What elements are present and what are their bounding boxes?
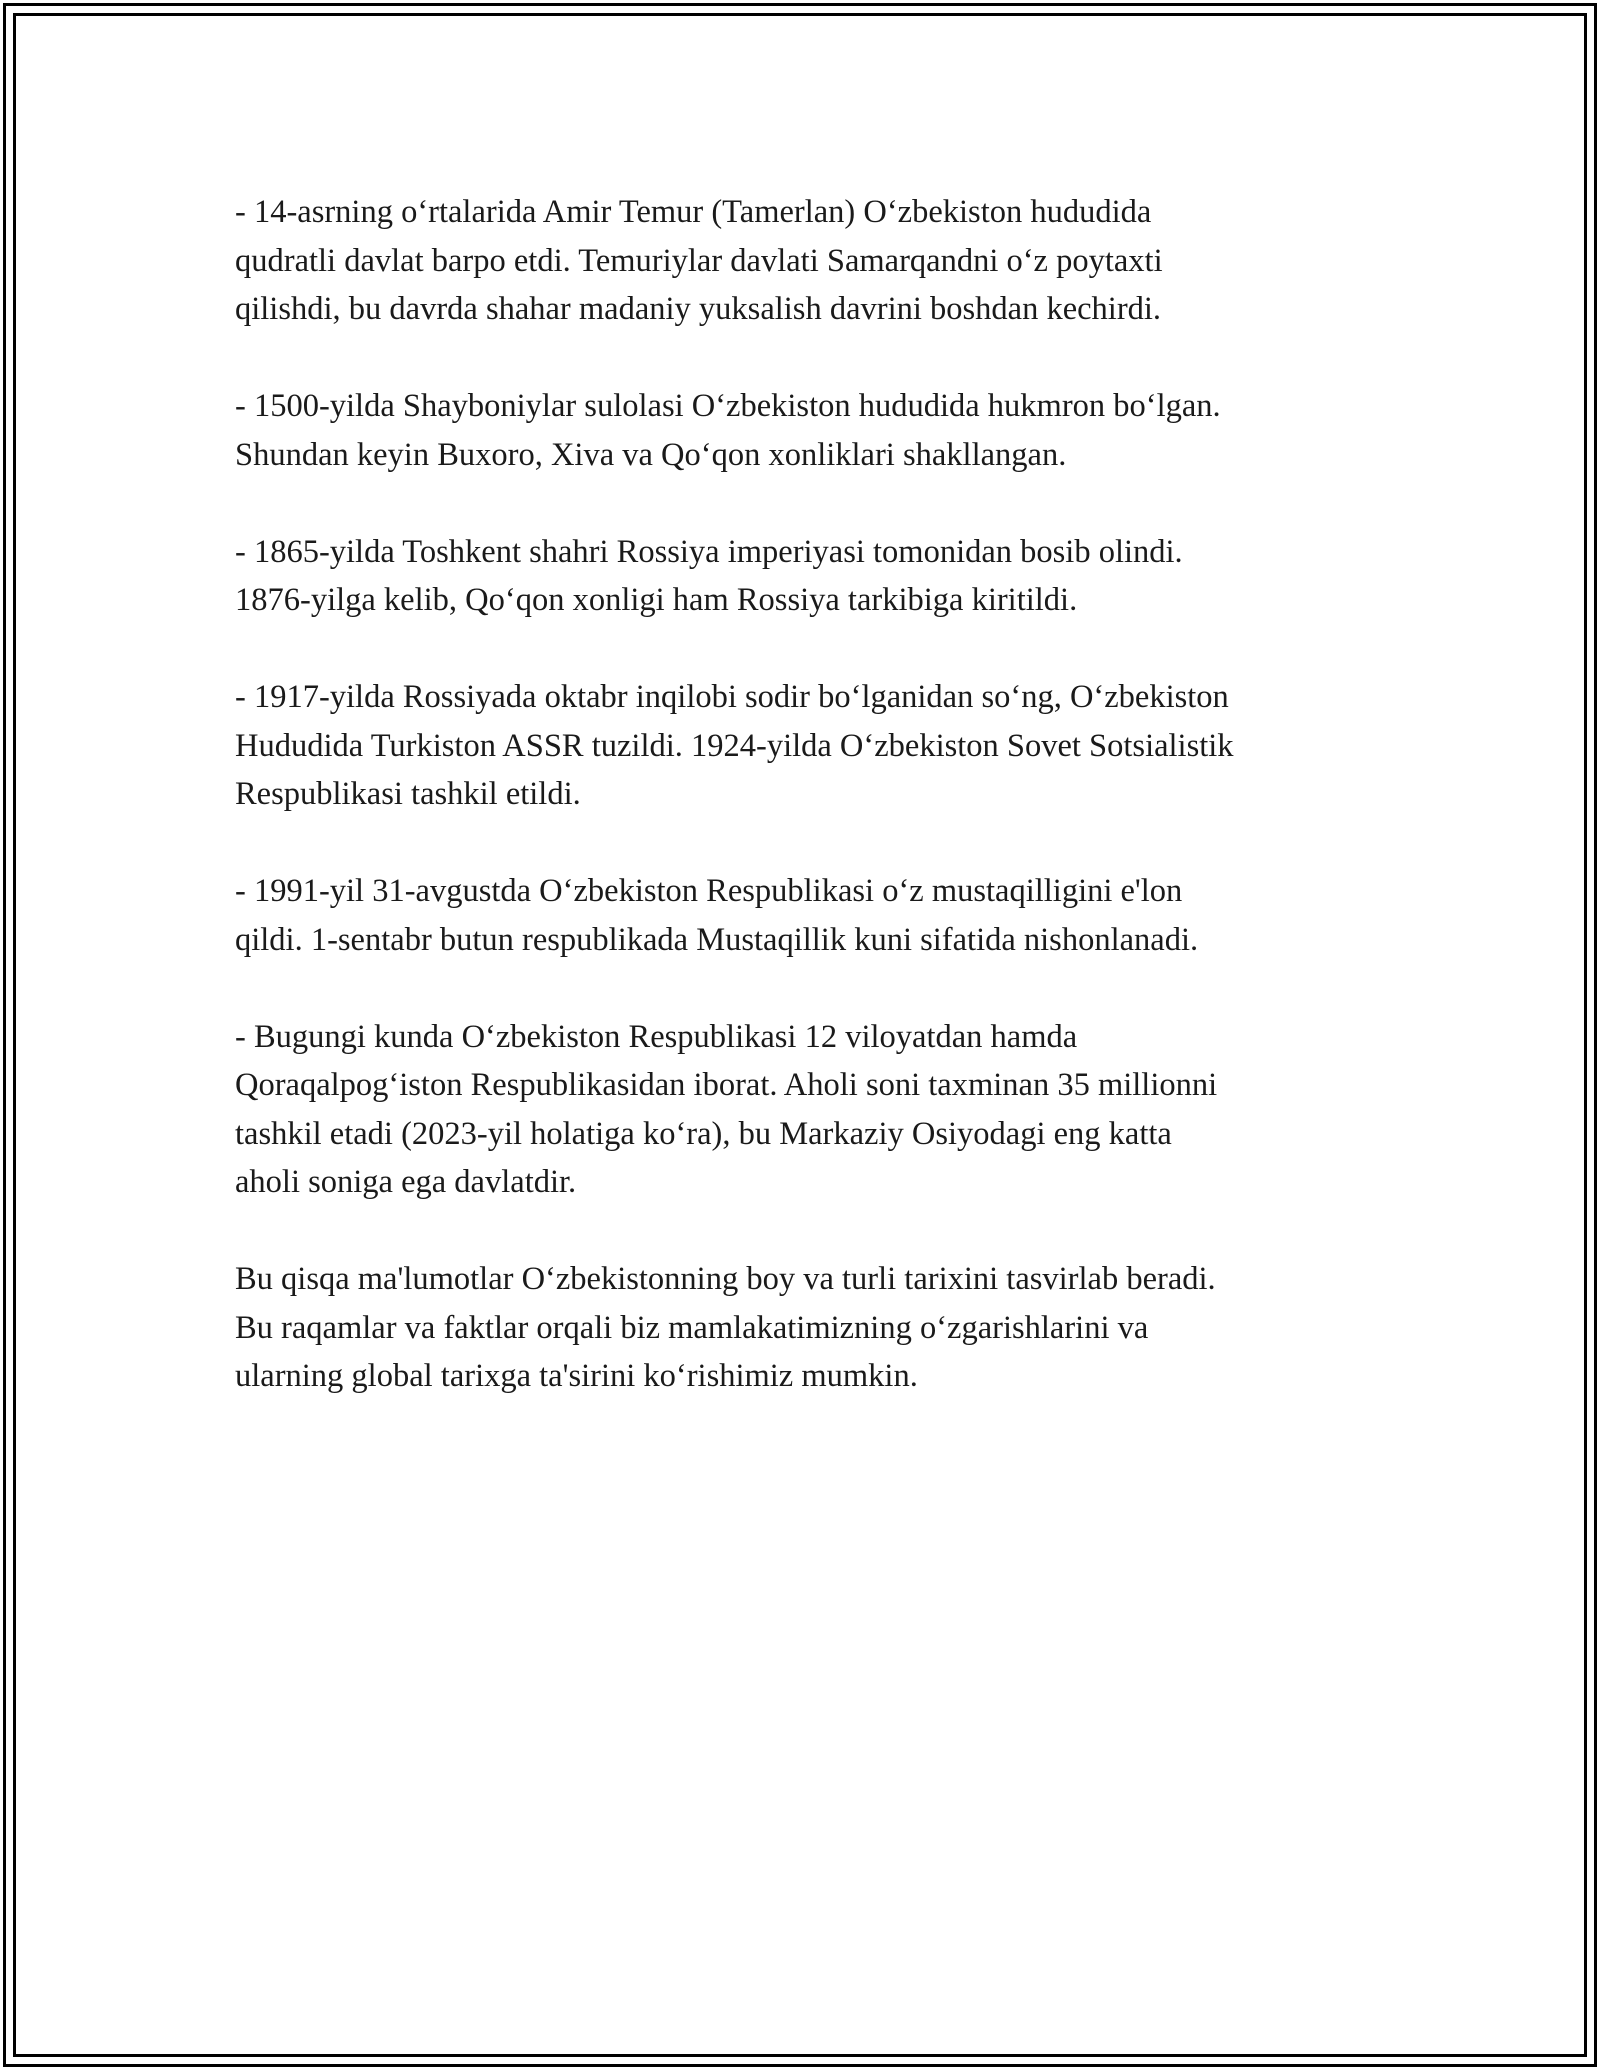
paragraph-line: Bu raqamlar va faktlar orqali biz mamlakatimizning o‘zgarishlarini va [235,1309,1149,1346]
paragraph-line: - 1917-yilda Rossiyada oktabr inqilobi sodir bo‘lganidan so‘ng, O‘zbekiston [235,679,1229,715]
paragraph-toshkent-1865 [235,528,1395,625]
paragraph-line: qilishdi, bu davrda shahar madaniy yuksalish davrini boshdan kechirdi. [235,291,1162,327]
paragraph-line: - 1500-yilda Shayboniylar sulolasi O‘zbekiston hududida hukmron bo‘lgan. [235,388,1221,424]
paragraph-amir-temur [235,188,1395,334]
paragraph-line: tashkil etadi (2023-yil holatiga ko‘ra), bu Markaziy Osiyodagi eng katta [235,1115,1172,1152]
paragraph-line: qudratli davlat barpo etdi. Temuriylar davlati Samarqandni o‘z poytaxti [235,242,1163,279]
paragraph-shayboniylar [235,382,1395,479]
paragraph-line: Shundan keyin Buxoro, Xiva va Qo‘qon xonliklari shakllangan. [235,436,1067,473]
paragraph-line: Respublikasi tashkil etildi. [235,776,581,812]
paragraph-line: - Bugungi kunda O‘zbekiston Respublikasi 12 viloyatdan hamda [235,1018,1078,1055]
document-body [235,188,1395,1449]
paragraph-line: 1876-yilga kelib, Qo‘qon xonligi ham Rossiya tarkibiga kiritildi. [235,582,1078,618]
paragraph-conclusion [235,1255,1395,1401]
paragraph-line: Bu qisqa ma'lumotlar O‘zbekistonning boy va turli tarixini tasvirlab beradi. [235,1261,1216,1297]
paragraph-independence-1991 [235,867,1395,964]
paragraph-line: - 1865-yilda Toshkent shahri Rossiya imperiyasi tomonidan bosib olindi. [235,533,1183,570]
paragraph-today [235,1013,1395,1207]
paragraph-1917-revolution [235,673,1395,819]
paragraph-line: qildi. 1-sentabr butun respublikada Mustaqillik kuni sifatida nishonlanadi. [235,921,1199,958]
paragraph-line: ularning global tarixga ta'sirini ko‘rishimiz mumkin. [235,1358,918,1394]
paragraph-line: - 1991-yil 31-avgustda O‘zbekiston Respublikasi o‘z mustaqilligini e'lon [235,873,1183,909]
paragraph-line: Qoraqalpog‘iston Respublikasidan iborat. Aholi soni taxminan 35 millionni [235,1067,1218,1103]
paragraph-line: aholi soniga ega davlatdir. [235,1164,577,1200]
paragraph-line: - 14-asrning o‘rtalarida Amir Temur (Tamerlan) O‘zbekiston hududida [235,194,1152,230]
paragraph-line: Hududida Turkiston ASSR tuzildi. 1924-yilda O‘zbekiston Sovet Sotsialistik [235,727,1234,764]
